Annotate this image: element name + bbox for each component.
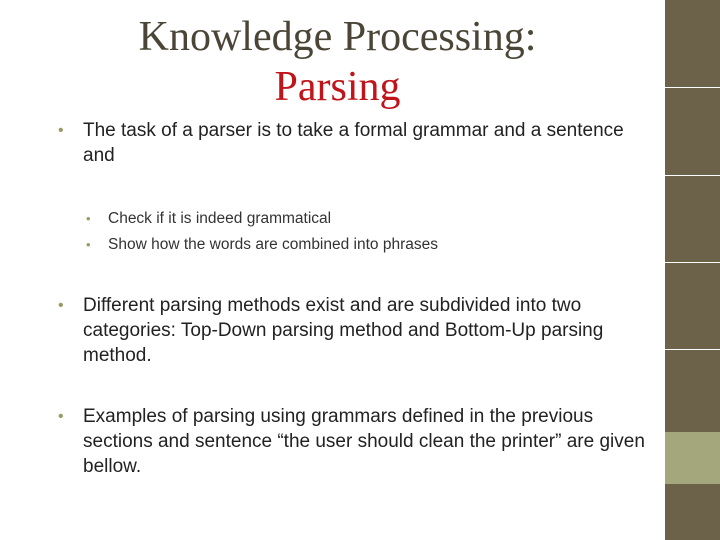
title-line-2: Parsing (274, 64, 401, 110)
bullet-item (58, 404, 658, 479)
spacer (58, 168, 658, 206)
sub-bullet-item (86, 206, 658, 232)
sidebar-divider (665, 349, 720, 350)
bullet-dot-icon: • (58, 408, 64, 425)
title-line-1: Knowledge Processing: (138, 14, 537, 60)
bullet-item (58, 293, 658, 368)
bullet-text: Examples of parsing using grammars defined in the previous sections and sentence “the user should clean the printer” are given bellow. (83, 406, 645, 477)
bullet-text: The task of a parser is to take a formal grammar and a sentence and (83, 120, 624, 166)
slide-title (30, 12, 645, 112)
sub-bullet-text: Show how the words are combined into phrases (108, 236, 438, 253)
spacer (58, 368, 658, 404)
spacer (58, 258, 658, 293)
bullet-dot-icon: • (58, 122, 64, 139)
bullet-text: Different parsing methods exist and are subdivided into two categories: Top-Down parsing method and Bottom-Up parsing method. (83, 295, 604, 366)
bullet-dot-icon: • (58, 297, 64, 314)
bullet-item (58, 118, 658, 168)
sidebar-divider (665, 87, 720, 88)
bullet-dot-icon: • (86, 237, 91, 252)
sidebar-accent-block (665, 432, 720, 484)
sidebar-divider (665, 262, 720, 263)
sub-bullet-text: Check if it is indeed grammatical (108, 210, 332, 227)
bullet-dot-icon: • (86, 211, 91, 226)
bullet-list (58, 118, 658, 479)
sidebar-divider (665, 175, 720, 176)
sub-bullet-item (86, 232, 658, 258)
